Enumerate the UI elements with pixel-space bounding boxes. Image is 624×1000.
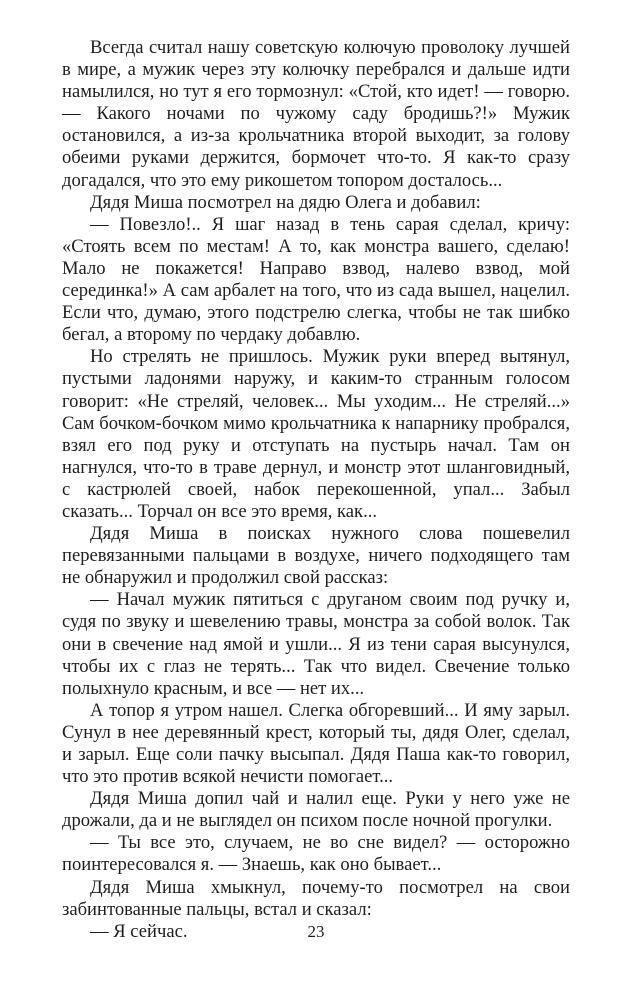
paragraph: — Я сейчас. (90, 920, 188, 942)
paragraph: Всегда считал нашу советскую колючую проволоку лучшей в мире, а мужик через эту колючку перебрался и дальше идти намылился, но тут я его тормознул: «Стой, кто идет! — говорю. — Какого ночами по чужому саду бродишь?!» Мужик остановился, а из-за крольчатника второй выходит, за голову обеими руками держится, бормочет что-то. Я как-то сразу догадался, что это ему рикошетом топором досталось... (62, 37, 570, 191)
page-number: 23 (307, 922, 325, 941)
book-page (62, 37, 570, 967)
paragraph: — Повезло!.. Я шаг назад в тень сарая сделал, кричу: «Стоять всем по местам! А то, как монстра вашего, сделаю! Мало не покажется! Направо взвод, налево взвод, мой серединка!» А сам арбалет на того, что из сада вышел, нацелил. Если что, думаю, этого подстрелю слегка, чтобы не так шибко бегал, а второму по чердаку добавлю. (62, 213, 570, 346)
paragraph: А топор я утром нашел. Слегка обгоревший... И яму зарыл. Сунул в нее деревянный крест, который ты, дядя Олег, сделал, и зарыл. Еще соли пачку высыпал. Дядя Паша как-то говорил, что это против всякой нечисти помогает... (62, 699, 570, 788)
paragraph: — Ты все это, случаем, не во сне видел? — осторожно поинтересовался я. — Знаешь, как оно бывает... (62, 832, 570, 876)
body-text (62, 37, 570, 943)
paragraph: Но стрелять не пришлось. Мужик руки вперед вытянул, пустыми ладонями наружу, и каким-то странным голосом говорит: «Не стреляй, человек... Мы уходим... Не стреляй...» Сам бочком-бочком мимо крольчатника к напарнику пробрался, взял его под руку и отступать на пустырь начал. Там он нагнулся, что-то в траве дернул, и монстр этот шланговидный, с кастрюлей своей, набок перекошенной, упал... Забыл сказать... Торчал он все это время, как... (62, 346, 570, 522)
paragraph: — Начал мужик пятиться с друганом своим под ручку и, судя по звуку и шевелению травы, монстра за собой волок. Так они в свечение над ямой и ушли... Я из тени сарая высунулся, чтобы их с глаз не терять... Так что видел. Свечение только полыхнуло красным, и все — нет их... (62, 589, 570, 699)
paragraph: Дядя Миша в поисках нужного слова пошевелил перевязанными пальцами в воздухе, ничего подходящего там не обнаружил и продолжил свой рассказ: (62, 523, 570, 589)
paragraph: Дядя Миша посмотрел на дядю Олега и добавил: (90, 191, 481, 213)
paragraph: Дядя Миша допил чай и налил еще. Руки у него уже не дрожали, да и не выглядел он психом после ночной прогулки. (62, 788, 570, 832)
paragraph: Дядя Миша хмыкнул, почему-то посмотрел на свои забинтованные пальцы, встал и сказал: (62, 876, 570, 920)
